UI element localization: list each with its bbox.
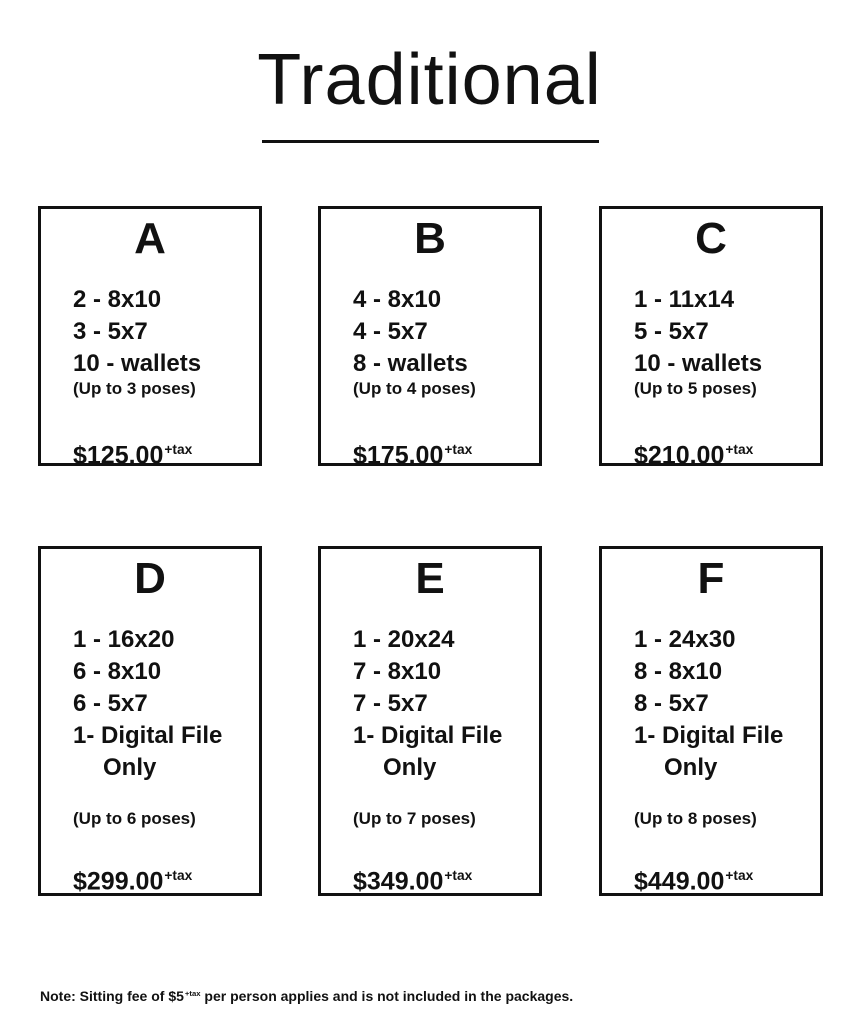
package-letter: C <box>695 214 727 263</box>
package-item: 8 - 8x10 <box>634 658 723 685</box>
package-card-d <box>38 546 262 896</box>
package-items <box>353 624 502 784</box>
package-item: 4 - 5x7 <box>353 318 428 345</box>
tax-superscript: +tax <box>164 868 193 883</box>
package-poses: (Up to 7 poses) <box>353 809 476 828</box>
tax-superscript: +tax <box>184 988 201 998</box>
package-item: 1 - 24x30 <box>634 626 736 653</box>
package-item: 4 - 8x10 <box>353 286 442 313</box>
package-item: Only <box>103 754 157 781</box>
note-text-after: per person applies and is not included in the packages. <box>200 988 574 1004</box>
package-price <box>634 869 753 895</box>
price-amount: $175.00 <box>353 441 444 470</box>
package-items <box>73 284 201 380</box>
package-item: 8 - 5x7 <box>634 690 709 717</box>
package-item: 1 - 20x24 <box>353 626 455 653</box>
price-amount: $210.00 <box>634 441 725 470</box>
price-amount: $449.00 <box>634 867 725 896</box>
package-item: 6 - 8x10 <box>73 658 162 685</box>
package-item: Only <box>664 754 718 781</box>
package-letter: A <box>134 214 166 263</box>
tax-superscript: +tax <box>725 868 754 883</box>
package-item: 7 - 5x7 <box>353 690 428 717</box>
package-poses: (Up to 4 poses) <box>353 379 476 398</box>
package-items <box>73 624 222 784</box>
price-amount: $125.00 <box>73 441 164 470</box>
package-letter: E <box>415 554 445 603</box>
tax-superscript: +tax <box>444 868 473 883</box>
package-card-f <box>599 546 823 896</box>
package-item: 1 - 11x14 <box>634 286 735 313</box>
package-poses: (Up to 5 poses) <box>634 379 757 398</box>
price-amount: $349.00 <box>353 867 444 896</box>
package-letter: D <box>134 554 166 603</box>
package-price <box>634 443 753 469</box>
tax-superscript: +tax <box>725 442 754 457</box>
package-item: 5 - 5x7 <box>634 318 709 345</box>
tax-superscript: +tax <box>444 442 473 457</box>
package-card-e <box>318 546 542 896</box>
package-item: 2 - 8x10 <box>73 286 162 313</box>
package-letter: B <box>414 214 446 263</box>
package-item: 8 - wallets <box>353 350 468 377</box>
package-items <box>634 624 783 784</box>
package-card-c <box>599 206 823 470</box>
package-item: Only <box>383 754 437 781</box>
note-text-before: Note: Sitting fee of $5 <box>40 988 184 1004</box>
package-price <box>73 443 192 469</box>
sitting-fee-note <box>40 988 573 1004</box>
package-letter: F <box>697 554 725 603</box>
price-amount: $299.00 <box>73 867 164 896</box>
package-items <box>353 284 468 380</box>
title-underline <box>262 140 599 143</box>
package-item: 10 - wallets <box>73 350 202 377</box>
package-item: 6 - 5x7 <box>73 690 148 717</box>
package-poses: (Up to 3 poses) <box>73 379 196 398</box>
package-poses: (Up to 8 poses) <box>634 809 757 828</box>
package-price <box>353 443 472 469</box>
tax-superscript: +tax <box>164 442 193 457</box>
package-item: 1- Digital File <box>353 722 503 749</box>
package-card-b <box>318 206 542 470</box>
package-card-a <box>38 206 262 470</box>
package-item: 1- Digital File <box>634 722 784 749</box>
package-item: 3 - 5x7 <box>73 318 148 345</box>
package-items <box>634 284 762 380</box>
package-price <box>353 869 472 895</box>
package-poses: (Up to 6 poses) <box>73 809 196 828</box>
package-item: 1- Digital File <box>73 722 223 749</box>
package-item: 10 - wallets <box>634 350 763 377</box>
package-item: 7 - 8x10 <box>353 658 442 685</box>
page-title: Traditional <box>257 40 602 120</box>
package-price <box>73 869 192 895</box>
package-item: 1 - 16x20 <box>73 626 175 653</box>
